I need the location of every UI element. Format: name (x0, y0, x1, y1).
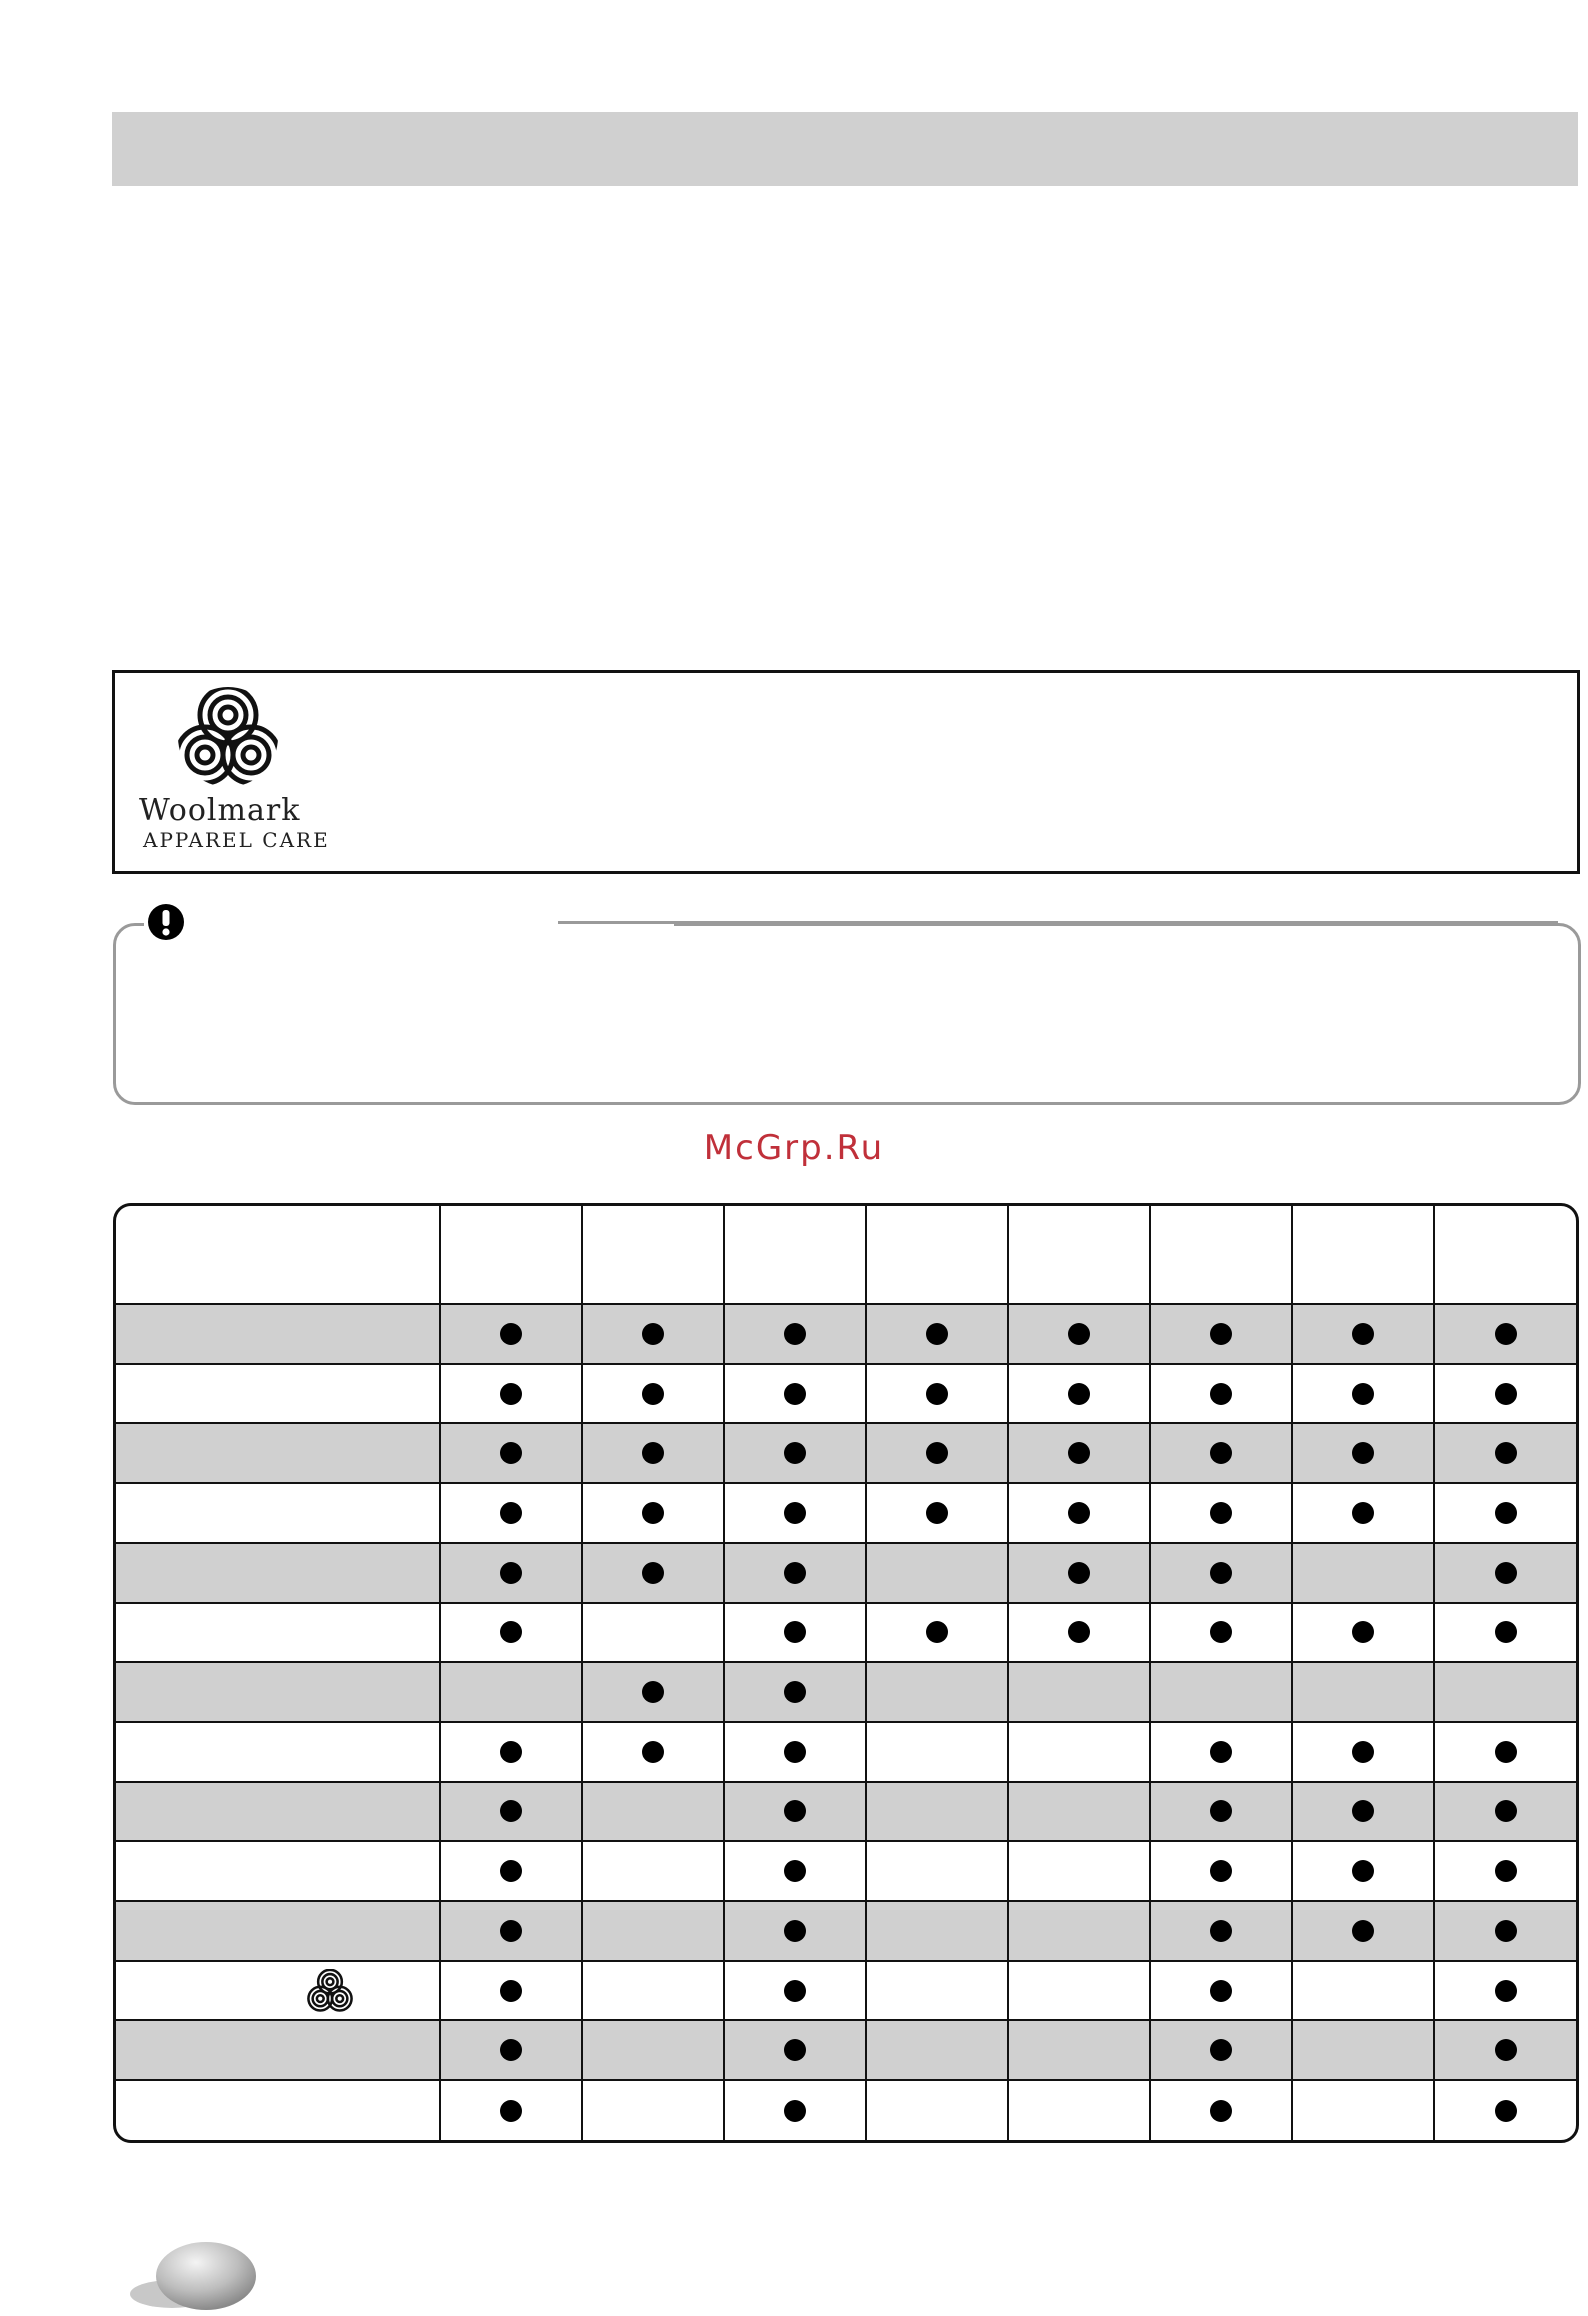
table-cell (440, 1364, 582, 1424)
table-cell (724, 1364, 866, 1424)
table-cell (1150, 1722, 1292, 1782)
bullet-dot-icon (784, 1800, 806, 1822)
table-cell (866, 1483, 1008, 1543)
bullet-dot-icon (1495, 1442, 1517, 1464)
table-header-cell (582, 1206, 724, 1304)
table-cell (1008, 2080, 1150, 2140)
table-cell (582, 1603, 724, 1663)
bullet-dot-icon (1352, 1860, 1374, 1882)
table-cell (724, 1901, 866, 1961)
table-cell (1292, 2080, 1434, 2140)
table-cell (440, 1841, 582, 1901)
bullet-dot-icon (500, 1442, 522, 1464)
caution-box (113, 923, 1581, 1105)
table-cell (1292, 1841, 1434, 1901)
table-cell (724, 1423, 866, 1483)
table-header-cell (1008, 1206, 1150, 1304)
table-cell (1150, 1603, 1292, 1663)
woolmark-brand-text: Woolmark (139, 793, 301, 828)
bullet-dot-icon (1210, 2100, 1232, 2122)
bullet-dot-icon (784, 2039, 806, 2061)
bullet-dot-icon (784, 1621, 806, 1643)
bullet-dot-icon (1495, 1800, 1517, 1822)
bullet-dot-icon (500, 1502, 522, 1524)
table-cell (582, 1722, 724, 1782)
bullet-dot-icon (1495, 1383, 1517, 1405)
table-cell (440, 1603, 582, 1663)
section-header-bar (112, 112, 1578, 186)
bullet-dot-icon (1495, 1860, 1517, 1882)
table-cell (440, 1901, 582, 1961)
bullet-dot-icon (1210, 1980, 1232, 2002)
bullet-dot-icon (500, 1920, 522, 1942)
table-cell (1292, 2020, 1434, 2080)
woolmark-small-icon (306, 1969, 354, 2013)
table-cell (1434, 1961, 1576, 2021)
table-cell (724, 1782, 866, 1842)
table-cell (1150, 1483, 1292, 1543)
bullet-dot-icon (1068, 1621, 1090, 1643)
table-cell (724, 1841, 866, 1901)
table-cell (582, 1841, 724, 1901)
table-row (116, 2020, 1576, 2080)
bullet-dot-icon (1210, 1562, 1232, 1584)
table-cell (866, 2020, 1008, 2080)
table-cell (440, 1961, 582, 2021)
table-cell (440, 1722, 582, 1782)
table-cell (1150, 2020, 1292, 2080)
bullet-dot-icon (1210, 1741, 1232, 1763)
table-cell (1434, 1483, 1576, 1543)
bullet-dot-icon (1352, 1920, 1374, 1942)
bullet-dot-icon (926, 1383, 948, 1405)
row-label-cell (116, 1722, 440, 1782)
page-number-badge (124, 2236, 264, 2316)
table-cell (582, 1901, 724, 1961)
table-cell (724, 1603, 866, 1663)
table-cell (1150, 1782, 1292, 1842)
bullet-dot-icon (500, 1562, 522, 1584)
table-cell (724, 1543, 866, 1603)
table-cell (724, 1722, 866, 1782)
row-label-cell (116, 1423, 440, 1483)
compatibility-table (116, 1206, 1576, 2140)
table-cell (866, 1304, 1008, 1364)
woolmark-logo-icon (173, 685, 283, 789)
table-header-cell (440, 1206, 582, 1304)
bullet-dot-icon (642, 1681, 664, 1703)
table-cell (1292, 1901, 1434, 1961)
table-cell (1434, 1662, 1576, 1722)
table-cell (866, 1841, 1008, 1901)
table-cell (866, 1901, 1008, 1961)
table-cell (1292, 1543, 1434, 1603)
table-cell (724, 1304, 866, 1364)
table-cell (1292, 1304, 1434, 1364)
table-cell (582, 1483, 724, 1543)
table-cell (1008, 2020, 1150, 2080)
table-cell (1150, 1841, 1292, 1901)
table-cell (1008, 1961, 1150, 2021)
bullet-dot-icon (500, 1323, 522, 1345)
table-cell (1150, 1961, 1292, 2021)
table-cell (1434, 1782, 1576, 1842)
table-cell (1150, 1901, 1292, 1961)
table-cell (440, 2080, 582, 2140)
table-cell (582, 1662, 724, 1722)
row-label-cell (116, 1782, 440, 1842)
table-cell (1434, 1423, 1576, 1483)
table-cell (1434, 1722, 1576, 1782)
bullet-dot-icon (1495, 1502, 1517, 1524)
bullet-dot-icon (784, 1502, 806, 1524)
table-cell (866, 1364, 1008, 1424)
table-row (116, 1304, 1576, 1364)
table-cell (582, 2020, 724, 2080)
table-cell (582, 1304, 724, 1364)
table-cell (1434, 1364, 1576, 1424)
table-header-cell (866, 1206, 1008, 1304)
bullet-dot-icon (1495, 1621, 1517, 1643)
bullet-dot-icon (1068, 1383, 1090, 1405)
row-label-cell (116, 1483, 440, 1543)
bullet-dot-icon (1495, 1741, 1517, 1763)
table-header-cell (116, 1206, 440, 1304)
bullet-dot-icon (784, 1681, 806, 1703)
table-cell (440, 1543, 582, 1603)
bullet-dot-icon (500, 1741, 522, 1763)
bullet-dot-icon (500, 2100, 522, 2122)
table-cell (1008, 1901, 1150, 1961)
bullet-dot-icon (1068, 1502, 1090, 1524)
table-header-cell (1292, 1206, 1434, 1304)
bullet-dot-icon (784, 1442, 806, 1464)
table-cell (1150, 2080, 1292, 2140)
table-cell (1434, 1841, 1576, 1901)
table-cell (1008, 1603, 1150, 1663)
table-cell (1008, 1662, 1150, 1722)
bullet-dot-icon (1210, 1383, 1232, 1405)
bullet-dot-icon (784, 1860, 806, 1882)
bullet-dot-icon (642, 1741, 664, 1763)
bullet-dot-icon (500, 1800, 522, 1822)
table-cell (440, 1662, 582, 1722)
table-cell (724, 2080, 866, 2140)
table-header-cell (1434, 1206, 1576, 1304)
table-cell (1434, 1543, 1576, 1603)
table-cell (1292, 1662, 1434, 1722)
row-label-cell (116, 1304, 440, 1364)
table-row (116, 1901, 1576, 1961)
bullet-dot-icon (1495, 1920, 1517, 1942)
bullet-dot-icon (926, 1502, 948, 1524)
bullet-dot-icon (1210, 1860, 1232, 1882)
table-cell (1150, 1543, 1292, 1603)
table-cell (866, 1603, 1008, 1663)
table-cell (1292, 1782, 1434, 1842)
table-cell (866, 1961, 1008, 2021)
row-label-cell (116, 2080, 440, 2140)
watermark-text: McGrp.Ru (703, 1128, 885, 1168)
table-cell (1150, 1304, 1292, 1364)
table-cell (582, 1782, 724, 1842)
woolmark-notice-box (112, 670, 1580, 874)
bullet-dot-icon (784, 1383, 806, 1405)
bullet-dot-icon (1352, 1383, 1374, 1405)
table-row (116, 2080, 1576, 2140)
table-cell (440, 2020, 582, 2080)
table-cell (1292, 1961, 1434, 2021)
table-row (116, 1782, 1576, 1842)
bullet-dot-icon (500, 1980, 522, 2002)
row-label-cell (116, 1543, 440, 1603)
table-cell (582, 1423, 724, 1483)
table-cell (866, 1543, 1008, 1603)
table-header-row (116, 1206, 1576, 1304)
woolmark-apparel-care-text: APPAREL CARE (143, 828, 330, 852)
bullet-dot-icon (500, 1860, 522, 1882)
bullet-dot-icon (500, 2039, 522, 2061)
bullet-dot-icon (1495, 1980, 1517, 2002)
table-cell (1008, 1841, 1150, 1901)
bullet-dot-icon (926, 1442, 948, 1464)
bullet-dot-icon (1210, 2039, 1232, 2061)
bullet-dot-icon (784, 1920, 806, 1942)
bullet-dot-icon (1352, 1502, 1374, 1524)
table-cell (1292, 1722, 1434, 1782)
bullet-dot-icon (1210, 1323, 1232, 1345)
bullet-dot-icon (642, 1323, 664, 1345)
exclamation-icon (146, 902, 186, 942)
table-cell (1008, 1543, 1150, 1603)
table-row (116, 1423, 1576, 1483)
caution-header-rule (558, 921, 1558, 924)
bullet-dot-icon (1352, 1323, 1374, 1345)
table-cell (1008, 1483, 1150, 1543)
bullet-dot-icon (1495, 2100, 1517, 2122)
table-cell (1150, 1364, 1292, 1424)
table-row (116, 1483, 1576, 1543)
table-cell (1434, 2080, 1576, 2140)
row-label-cell (116, 1364, 440, 1424)
table-cell (1008, 1782, 1150, 1842)
table-cell (1008, 1304, 1150, 1364)
bullet-dot-icon (500, 1621, 522, 1643)
table-cell (724, 1483, 866, 1543)
table-cell (866, 1722, 1008, 1782)
table-cell (582, 1961, 724, 2021)
table-cell (1292, 1603, 1434, 1663)
bullet-dot-icon (1210, 1621, 1232, 1643)
table-cell (866, 1662, 1008, 1722)
bullet-dot-icon (1495, 1323, 1517, 1345)
bullet-dot-icon (926, 1621, 948, 1643)
bullet-dot-icon (926, 1323, 948, 1345)
table-cell (440, 1782, 582, 1842)
table-cell (582, 1364, 724, 1424)
row-label-cell (116, 1841, 440, 1901)
bullet-dot-icon (642, 1502, 664, 1524)
table-cell (724, 2020, 866, 2080)
row-label-cell (116, 1662, 440, 1722)
table-cell (582, 2080, 724, 2140)
table-row (116, 1722, 1576, 1782)
table-row (116, 1603, 1576, 1663)
bullet-dot-icon (1495, 2039, 1517, 2061)
table-cell (1008, 1722, 1150, 1782)
table-row (116, 1841, 1576, 1901)
bullet-dot-icon (1068, 1562, 1090, 1584)
bullet-dot-icon (1068, 1323, 1090, 1345)
bullet-dot-icon (1352, 1442, 1374, 1464)
bullet-dot-icon (1210, 1800, 1232, 1822)
table-cell (440, 1304, 582, 1364)
table-cell (866, 1782, 1008, 1842)
row-label-cell (116, 1901, 440, 1961)
table-cell (1292, 1423, 1434, 1483)
bullet-dot-icon (642, 1383, 664, 1405)
bullet-dot-icon (1068, 1442, 1090, 1464)
bullet-dot-icon (642, 1442, 664, 1464)
bullet-dot-icon (1210, 1442, 1232, 1464)
bullet-dot-icon (1210, 1920, 1232, 1942)
table-header-cell (1150, 1206, 1292, 1304)
table-row (116, 1662, 1576, 1722)
table-row (116, 1961, 1576, 2021)
bullet-dot-icon (784, 2100, 806, 2122)
table-cell (724, 1662, 866, 1722)
table-cell (582, 1543, 724, 1603)
table-row (116, 1543, 1576, 1603)
table-cell (1292, 1364, 1434, 1424)
table-cell (440, 1423, 582, 1483)
woolmark-logo (139, 685, 330, 852)
row-label-cell (116, 2020, 440, 2080)
table-cell (1434, 1603, 1576, 1663)
table-cell (1150, 1662, 1292, 1722)
row-label-cell (116, 1603, 440, 1663)
bullet-dot-icon (784, 1323, 806, 1345)
bullet-dot-icon (500, 1383, 522, 1405)
table-cell (724, 1961, 866, 2021)
table-cell (866, 2080, 1008, 2140)
table-cell (1434, 2020, 1576, 2080)
table-cell (1008, 1423, 1150, 1483)
table-cell (1434, 1304, 1576, 1364)
bullet-dot-icon (1495, 1562, 1517, 1584)
row-label-cell (116, 1961, 440, 2021)
bullet-dot-icon (784, 1741, 806, 1763)
table-cell (866, 1423, 1008, 1483)
bullet-dot-icon (1352, 1621, 1374, 1643)
bullet-dot-icon (784, 1562, 806, 1584)
table-cell (1292, 1483, 1434, 1543)
bullet-dot-icon (642, 1562, 664, 1584)
program-fabric-table (113, 1203, 1579, 2143)
bullet-dot-icon (1352, 1741, 1374, 1763)
bullet-dot-icon (1210, 1502, 1232, 1524)
table-cell (1008, 1364, 1150, 1424)
table-cell (1434, 1901, 1576, 1961)
bullet-dot-icon (1352, 1800, 1374, 1822)
bullet-dot-icon (784, 1980, 806, 2002)
table-row (116, 1364, 1576, 1424)
table-cell (1150, 1423, 1292, 1483)
table-cell (440, 1483, 582, 1543)
table-header-cell (724, 1206, 866, 1304)
